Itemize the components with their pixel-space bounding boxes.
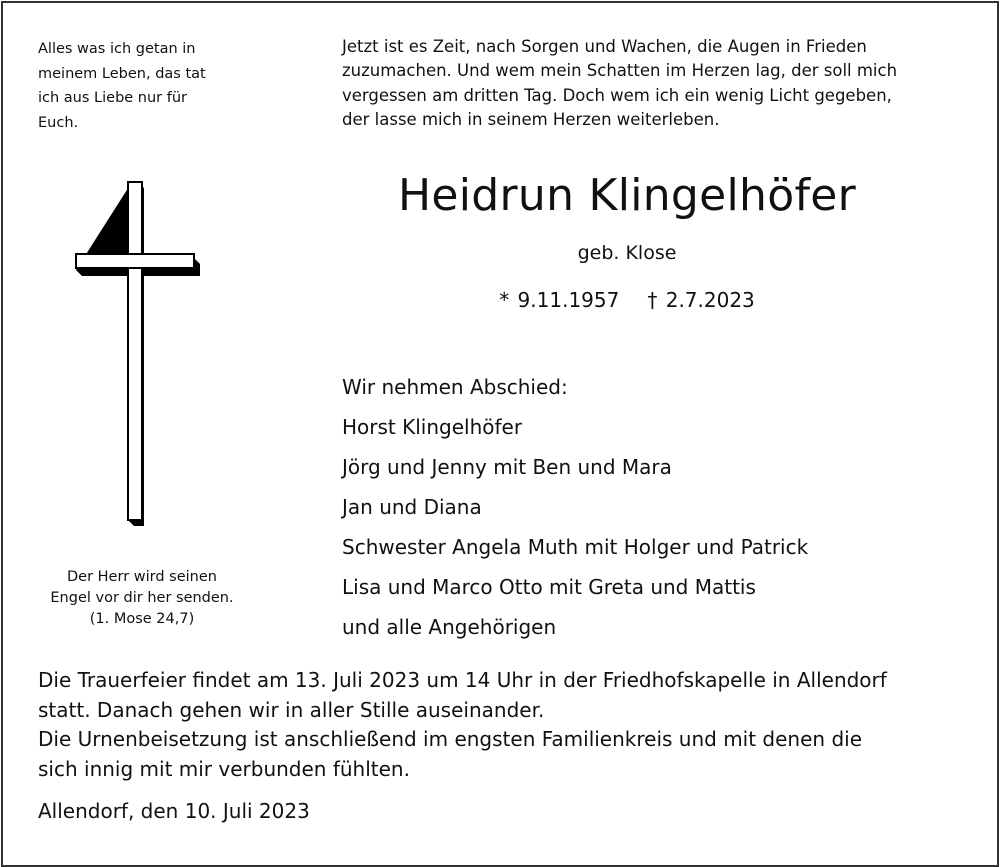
mourner: Lisa und Marco Otto mit Greta und Mattis — [342, 575, 756, 599]
quote-line: Euch. — [38, 114, 79, 131]
notice-line: sich innig mit mir verbunden fühlten. — [38, 756, 410, 781]
cross-icon — [70, 178, 206, 530]
birth-date: * 9.11.1957 — [499, 288, 620, 312]
poem-line: Jetzt ist es Zeit, nach Sorgen und Wachen, die Augen in Frieden — [342, 37, 867, 56]
birth-name: geb. Klose — [577, 242, 677, 264]
farewell-heading: Wir nehmen Abschied: — [342, 375, 568, 399]
left-quote — [38, 37, 206, 135]
quote-line: meinem Leben, das tat — [38, 65, 206, 82]
death-date: † 2.7.2023 — [647, 288, 755, 312]
mourner: Jan und Diana — [342, 495, 482, 519]
mourner: Schwester Angela Muth mit Holger und Patrick — [342, 535, 809, 559]
quote-line: ich aus Liebe nur für — [38, 90, 188, 106]
poem-line: der lasse mich in seinem Herzen weiterleben. — [342, 109, 720, 129]
family-list — [342, 367, 808, 647]
verse-line: Engel vor dir her senden. — [50, 590, 234, 606]
poem-line: vergessen am dritten Tag. Doch wem ich ein wenig Licht gegeben, — [342, 85, 892, 105]
notice-line: Die Trauerfeier findet am 13. Juli 2023 um 14 Uhr in der Friedhofskapelle in Allendorf — [38, 668, 887, 692]
funeral-notice — [38, 666, 968, 784]
life-dates — [300, 288, 954, 312]
mourner: und alle Angehörigen — [342, 615, 557, 639]
poem-line: zuzumachen. Und wem mein Schatten im Herzen lag, der soll mich — [342, 61, 898, 81]
poem — [342, 35, 897, 132]
bible-verse — [36, 567, 248, 630]
quote-line: Alles was ich getan in — [38, 41, 196, 57]
mourner: Jörg und Jenny mit Ben und Mara — [342, 455, 672, 479]
verse-reference: (1. Mose 24,7) — [89, 611, 195, 627]
notice-line: Die Urnenbeisetzung ist anschließend im engsten Familienkreis und mit denen die — [38, 727, 863, 751]
deceased-name: Heidrun Klingelhöfer — [397, 170, 857, 221]
notice-line: statt. Danach gehen wir in aller Stille auseinander. — [38, 697, 545, 722]
place-date: Allendorf, den 10. Juli 2023 — [38, 799, 310, 823]
verse-line: Der Herr wird seinen — [67, 569, 217, 585]
mourner: Horst Klingelhöfer — [342, 415, 523, 439]
